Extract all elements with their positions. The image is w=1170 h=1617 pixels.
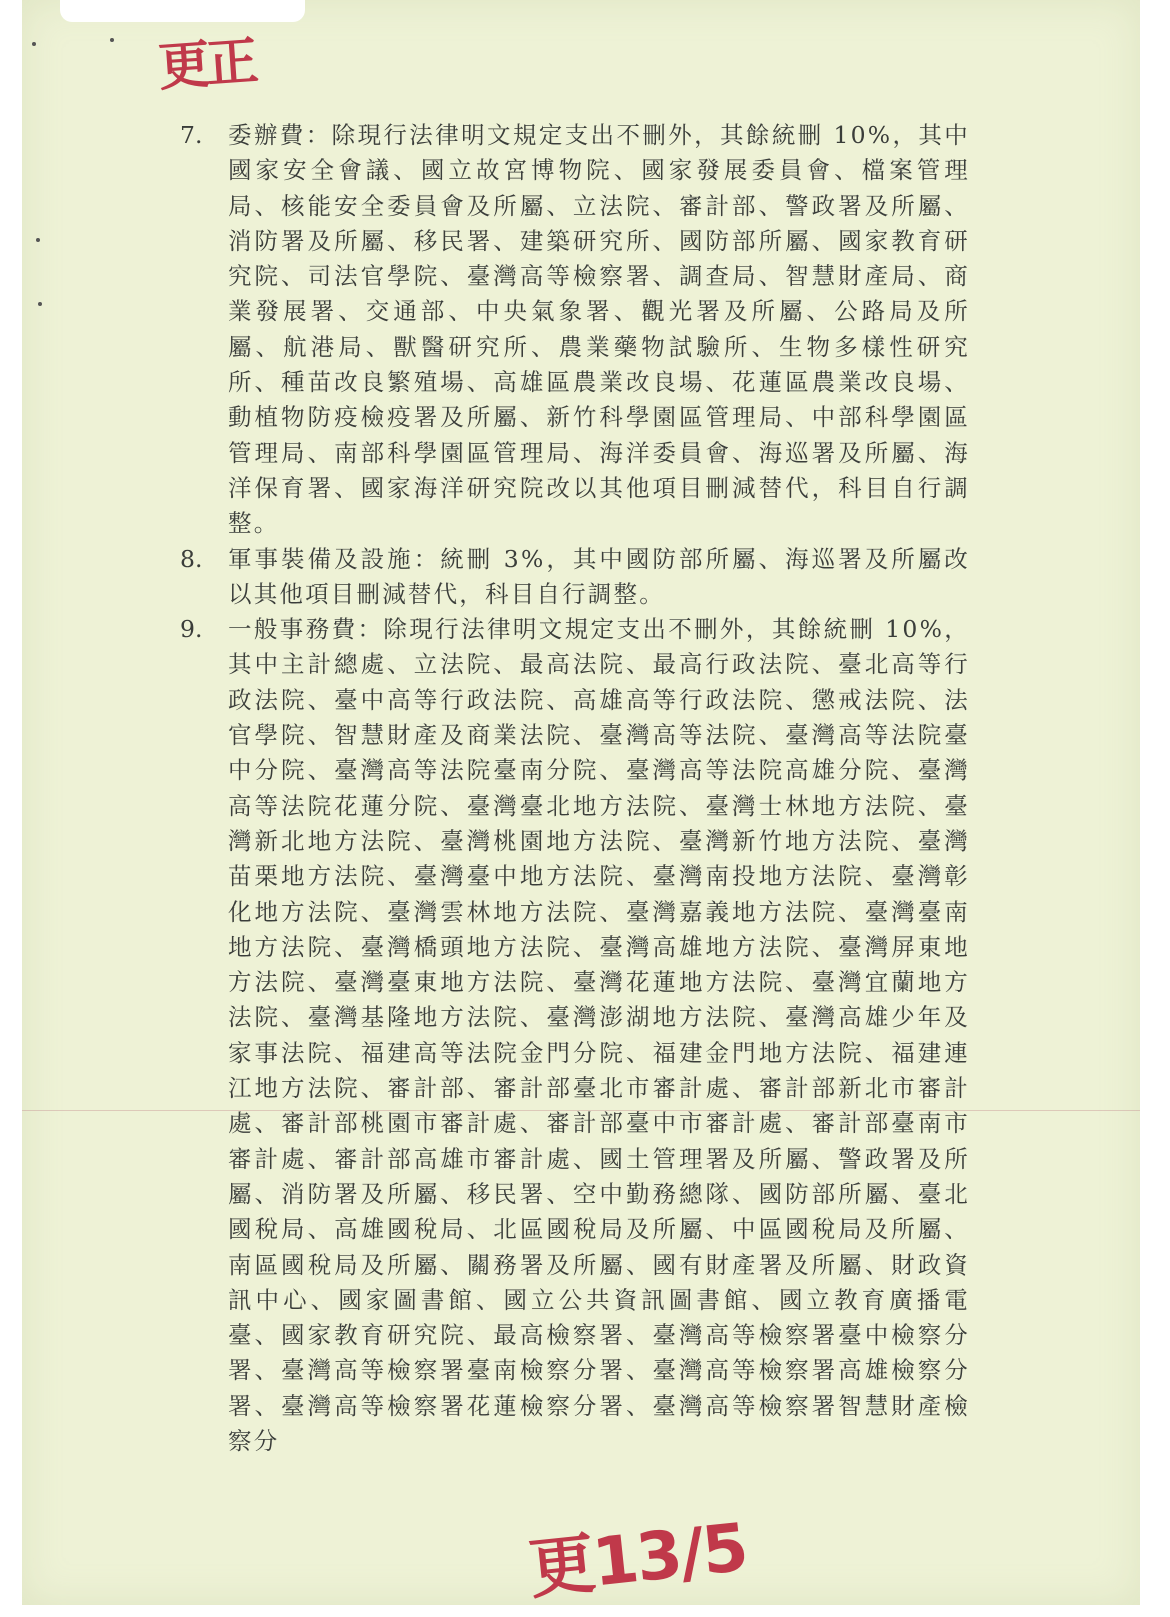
- scan-speck: [36, 238, 40, 242]
- scan-speck: [110, 38, 114, 42]
- item-text: 一般事務費：除現行法律明文規定支出不刪外，其餘統刪 10%，其中主計總處、立法院、最高法院、最高行政法院、臺北高等行政法院、臺中高等行政法院、高雄高等行政法院、懲戒法院、法官學院、智慧財產及商業法院、臺灣高等法院、臺灣高等法院臺中分院、臺灣高等法院臺南分院、臺灣高等法院高雄分院、臺灣高等法院花蓮分院、臺灣臺北地方法院、臺灣士林地方法院、臺灣新北地方法院、臺灣桃園地方法院、臺灣新竹地方法院、臺灣苗栗地方法院、臺灣臺中地方法院、臺灣南投地方法院、臺灣彰化地方法院、臺灣雲林地方法院、臺灣嘉義地方法院、臺灣臺南地方法院、臺灣橋頭地方法院、臺灣高雄地方法院、臺灣屏東地方法院、臺灣臺東地方法院、臺灣花蓮地方法院、臺灣宜蘭地方法院、臺灣基隆地方法院、臺灣澎湖地方法院、臺灣高雄少年及家事法院、福建高等法院金門分院、福建金門地方法院、福建連江地方法院、審計部、審計部臺北市審計處、審計部新北市審計處、審計部桃園市審計處、審計部臺中市審計處、審計部臺南市審計處、審計部高雄市審計處、國土管理署及所屬、警政署及所屬、消防署及所屬、移民署、空中勤務總隊、國防部所屬、臺北國稅局、高雄國稅局、北區國稅局及所屬、中區國稅局及所屬、南區國稅局及所屬、關務署及所屬、國有財產署及所屬、財政資訊中心、國家圖書館、國立公共資訊圖書館、國立教育廣播電臺、國家教育研究院、最高檢察署、臺灣高等檢察署臺中檢察分署、臺灣高等檢察署臺南檢察分署、臺灣高等檢察署高雄檢察分署、臺灣高等檢察署花蓮檢察分署、臺灣高等檢察署智慧財產檢察分: [228, 615, 970, 1455]
- item-number: 9.: [180, 615, 203, 644]
- list-item-8: [170, 542, 970, 613]
- list-item-9: [170, 612, 970, 1459]
- document-body: [170, 118, 970, 1459]
- scan-speck: [32, 42, 36, 46]
- item-text: 軍事裝備及設施：統刪 3%，其中國防部所屬、海巡署及所屬改以其他項目刪減替代，科目自行調整。: [228, 544, 970, 608]
- correction-stamp-top: 更正: [156, 31, 257, 99]
- correction-stamp-bottom: 更13/5: [525, 1508, 750, 1609]
- corner-tab: [60, 0, 305, 22]
- item-number: 7.: [180, 121, 203, 149]
- item-number: 8.: [180, 544, 203, 573]
- scan-speck: [38, 302, 42, 306]
- list-item-7: [170, 118, 970, 542]
- item-text: 委辦費：除現行法律明文規定支出不刪外，其餘統刪 10%，其中國家安全會議、國立故宮博物院、國家發展委員會、檔案管理局、核能安全委員會及所屬、立法院、審計部、警政署及所屬、消防署及所屬、移民署、建築研究所、國防部所屬、國家教育研究院、司法官學院、臺灣高等檢察署、調查局、智慧財產局、商業發展署、交通部、中央氣象署、觀光署及所屬、公路局及所屬、航港局、獸醫研究所、農業藥物試驗所、生物多樣性研究所、種苗改良繁殖場、高雄區農業改良場、花蓮區農業改良場、動植物防疫檢疫署及所屬、新竹科學園區管理局、中部科學園區管理局、南部科學園區管理局、海洋委員會、海巡署及所屬、海洋保育署、國家海洋研究院改以其他項目刪減替代，科目自行調整。: [228, 121, 970, 538]
